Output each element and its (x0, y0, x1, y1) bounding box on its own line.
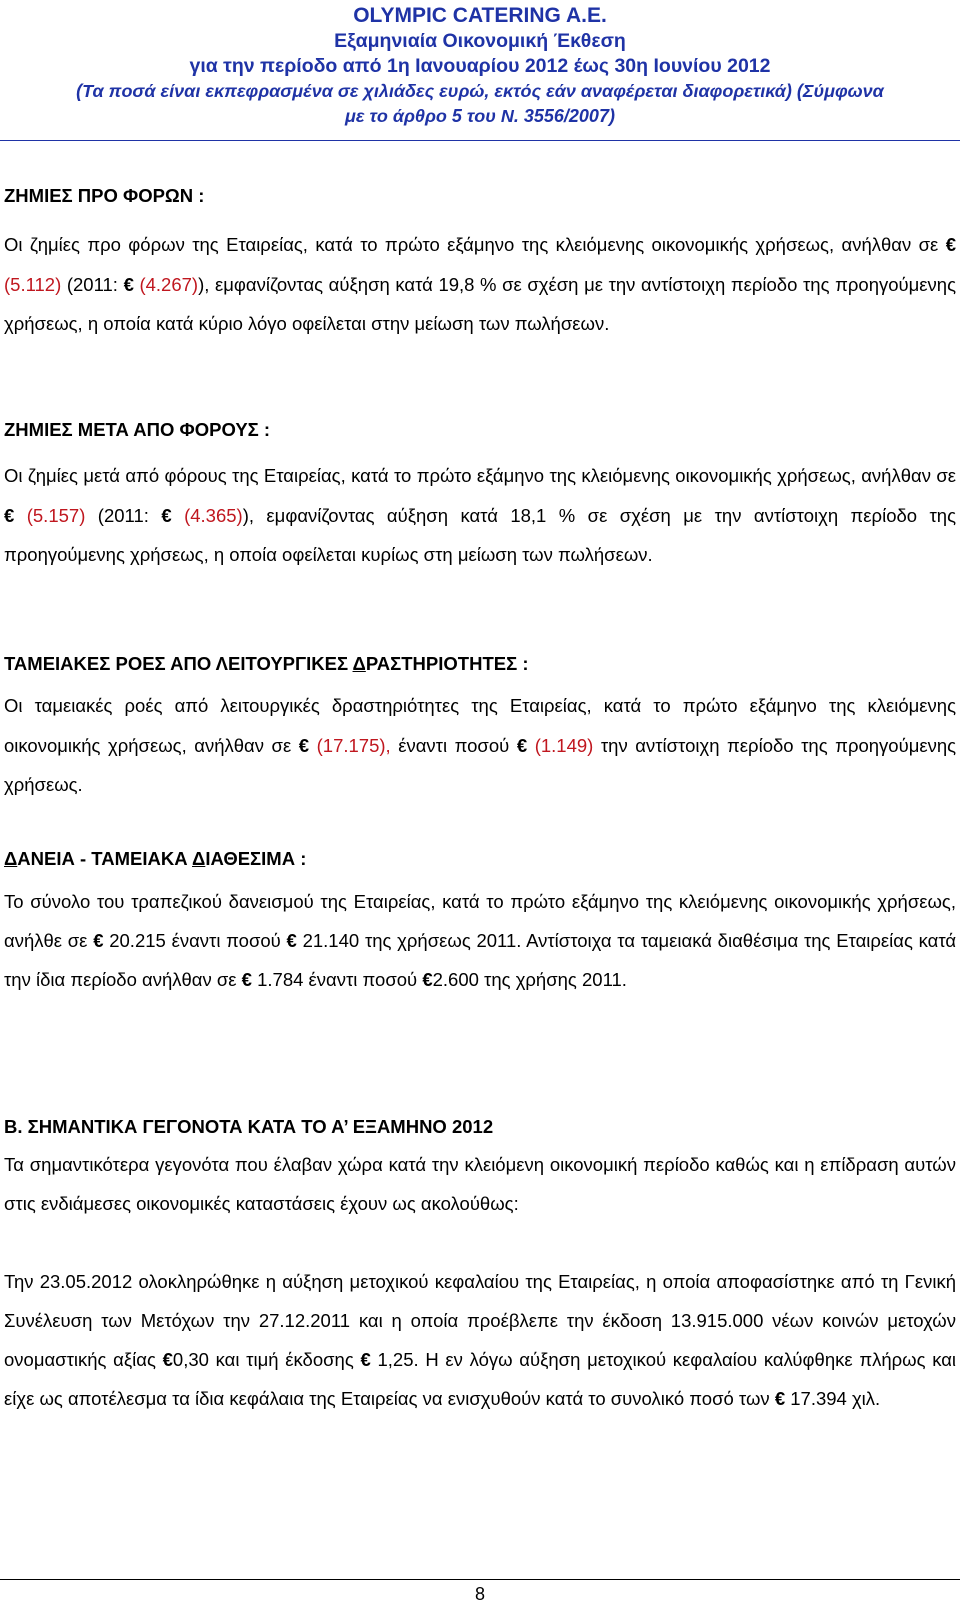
text: Την 23.05.2012 ολοκληρώθηκε η αύξηση μετοχικού κεφαλαίου της Εταιρείας, η οποία αποφασίστηκε από τη Γενική Συνέλευση των Μετόχων την 27.12.2011 και η οποία προέβλεπε την έκδοση 13.915.000 νέων κοινών μετοχών ονομαστικής αξίας (4, 1271, 956, 1370)
text: Οι ταμειακές ροές από λειτουργικές δραστηριότητες της Εταιρείας, κατά το πρώτο εξάμηνο της κλειόμενης οικονομικής χρήσεως, ανήλθαν σε (4, 695, 956, 756)
amount: (5.157) (26, 504, 86, 526)
amount: (17.175), (316, 734, 391, 756)
section-loans-cash (4, 847, 956, 999)
section-intro: Τα σημαντικότερα γεγονότα που έλαβαν χώρα κατά την κλειόμενη οικονομική περίοδο καθώς και η επίδραση αυτών στις ενδιάμεσες οικονομικές καταστάσεις έχουν ως ακολούθως: (4, 1154, 956, 1214)
section-body (4, 456, 956, 575)
euro-icon: € (241, 969, 252, 990)
title-text: ΤΑΜΕΙΑΚΕΣ ΡΟΕΣ ΑΠΟ ΛΕΙΤΟΥΡΓΙΚΕΣ (4, 653, 353, 674)
amount: 2.600 (432, 969, 479, 990)
amount: (4.365) (184, 504, 243, 526)
euro-icon: € (161, 504, 172, 526)
report-header (0, 3, 960, 129)
section-title: Β. ΣΗΜΑΝΤΙΚΑ ΓΕΓΟΝΟΤΑ ΚΑΤΑ ΤΟ Α’ ΕΞΑΜΗΝΟ 2012 (4, 1116, 494, 1137)
text: ), εμφανίζοντας αύξηση κατά 19,8 % σε σχέση με την αντίστοιχη περίοδο της προηγούμενης χρήσεως, η οποία κατά κύριο λόγο οφείλεται στην μείωση των πωλήσεων. (4, 273, 957, 334)
company-name: OLYMPIC CATERING A.E. (353, 4, 607, 27)
title-text: Δ (4, 848, 18, 869)
euro-icon: € (123, 273, 134, 295)
text: και τιμή έκδοσης (215, 1349, 354, 1370)
text: Οι ζημίες προ φόρων της Εταιρείας, κατά το πρώτο εξάμηνο της κλειόμενης οικονομικής χρήσεως, ανήλθαν σε (4, 234, 939, 255)
header-divider (0, 140, 960, 141)
section-pretax-losses (4, 184, 956, 344)
page-number: 8 (474, 1584, 485, 1604)
section-title: ΖΗΜΙΕΣ ΜΕΤΑ ΑΠΟ ΦΟΡΟΥΣ : (4, 419, 271, 440)
title-text: ΑΝΕΙΑ - ΤΑΜΕΙΑΚΑ (17, 848, 193, 869)
text: ), εμφανίζοντας αύξηση κατά 18,1 % σε σχέση με την αντίστοιχη περίοδο της προηγούμενης χρήσεως, η οποία οφείλεται κυρίως στη μείωση των πωλήσεων. (4, 504, 957, 565)
title-text: ΡΑΣΤΗΡΙΟΤΗΤΕΣ : (365, 653, 529, 674)
title-text: ΙΑΘΕΣΙΜΑ : (205, 848, 307, 869)
section-body (4, 225, 956, 344)
text: έναντι ποσού (398, 734, 510, 756)
report-note-line2: με το άρθρο 5 του Ν. 3556/2007) (345, 106, 615, 126)
report-note-line1: (Τα ποσά είναι εκπεφρασμένα σε χιλιάδες ευρώ, εκτός εάν αναφέρεται διαφορετικά) (Σύμφωνα (76, 81, 884, 101)
report-title: Εξαμηνιαία Οικονομική Έκθεση (334, 30, 626, 52)
footer-divider (0, 1579, 960, 1580)
euro-icon: € (298, 734, 310, 756)
euro-icon: € (422, 969, 433, 990)
section-body (4, 882, 956, 999)
amount: (5.112) (4, 273, 62, 295)
text: της χρήσεως 2011. Αντίστοιχα τα ταμειακά διαθέσιμα της Εταιρείας κατά την ίδια περίοδο ανήλθαν σε (4, 930, 957, 990)
report-period: για την περίοδο από 1η Ιανουαρίου 2012 έως 30η Ιουνίου 2012 (189, 55, 771, 77)
text: έναντι ποσού (171, 930, 281, 951)
section-operating-cashflow (4, 652, 956, 805)
euro-icon: € (286, 930, 297, 951)
section-body (4, 686, 956, 805)
section-significant-events (4, 1115, 956, 1418)
text: Η εν λόγω αύξηση μετοχικού κεφαλαίου καλύφθηκε πλήρως και είχε ως αποτέλεσμα τα ίδια κεφάλαια της Εταιρείας να ενισχυθούν κατά το συνολικό ποσό των (4, 1349, 957, 1409)
title-text: Δ (192, 848, 206, 869)
section-title: ΖΗΜΙΕΣ ΠΡΟ ΦΟΡΩΝ : (4, 185, 205, 206)
euro-icon: € (945, 234, 956, 255)
amount: 1,25. (377, 1349, 419, 1370)
amount: (4.267) (139, 273, 199, 295)
text: (2011: (97, 504, 149, 526)
euro-icon: € (774, 1388, 786, 1409)
euro-icon: € (93, 930, 104, 951)
text: έναντι ποσού (308, 969, 418, 990)
text: Οι ζημίες μετά από φόρους της Εταιρείας, κατά το πρώτο εξάμηνο της κλειόμενης οικονομικής χρήσεως, ανήλθαν σε (4, 465, 956, 486)
euro-icon: € (162, 1349, 173, 1370)
amount: 1.784 (257, 969, 304, 990)
section-body (4, 1262, 956, 1418)
text: Το σύνολο του τραπεζικού δανεισμού της Εταιρείας, κατά το πρώτο εξάμηνο της κλειόμενης οικονομικής χρήσεως, ανήλθε σε (4, 891, 956, 951)
text: της χρήσης 2011. (484, 969, 627, 990)
title-text: Δ (352, 653, 366, 674)
euro-icon: € (360, 1349, 371, 1370)
euro-icon: € (516, 734, 528, 756)
amount: 0,30 (172, 1349, 209, 1370)
section-title (4, 652, 956, 676)
section-title (4, 847, 956, 871)
amount: 20.215 (109, 930, 166, 951)
text: την αντίστοιχη περίοδο της προηγούμενης χρήσεως. (4, 734, 957, 795)
euro-icon: € (4, 504, 15, 526)
amount: 21.140 (302, 930, 360, 951)
amount: (1.149) (534, 734, 594, 756)
section-aftertax-losses (4, 418, 956, 575)
text: (2011: (66, 273, 118, 295)
amount: 17.394 χιλ. (790, 1388, 881, 1409)
